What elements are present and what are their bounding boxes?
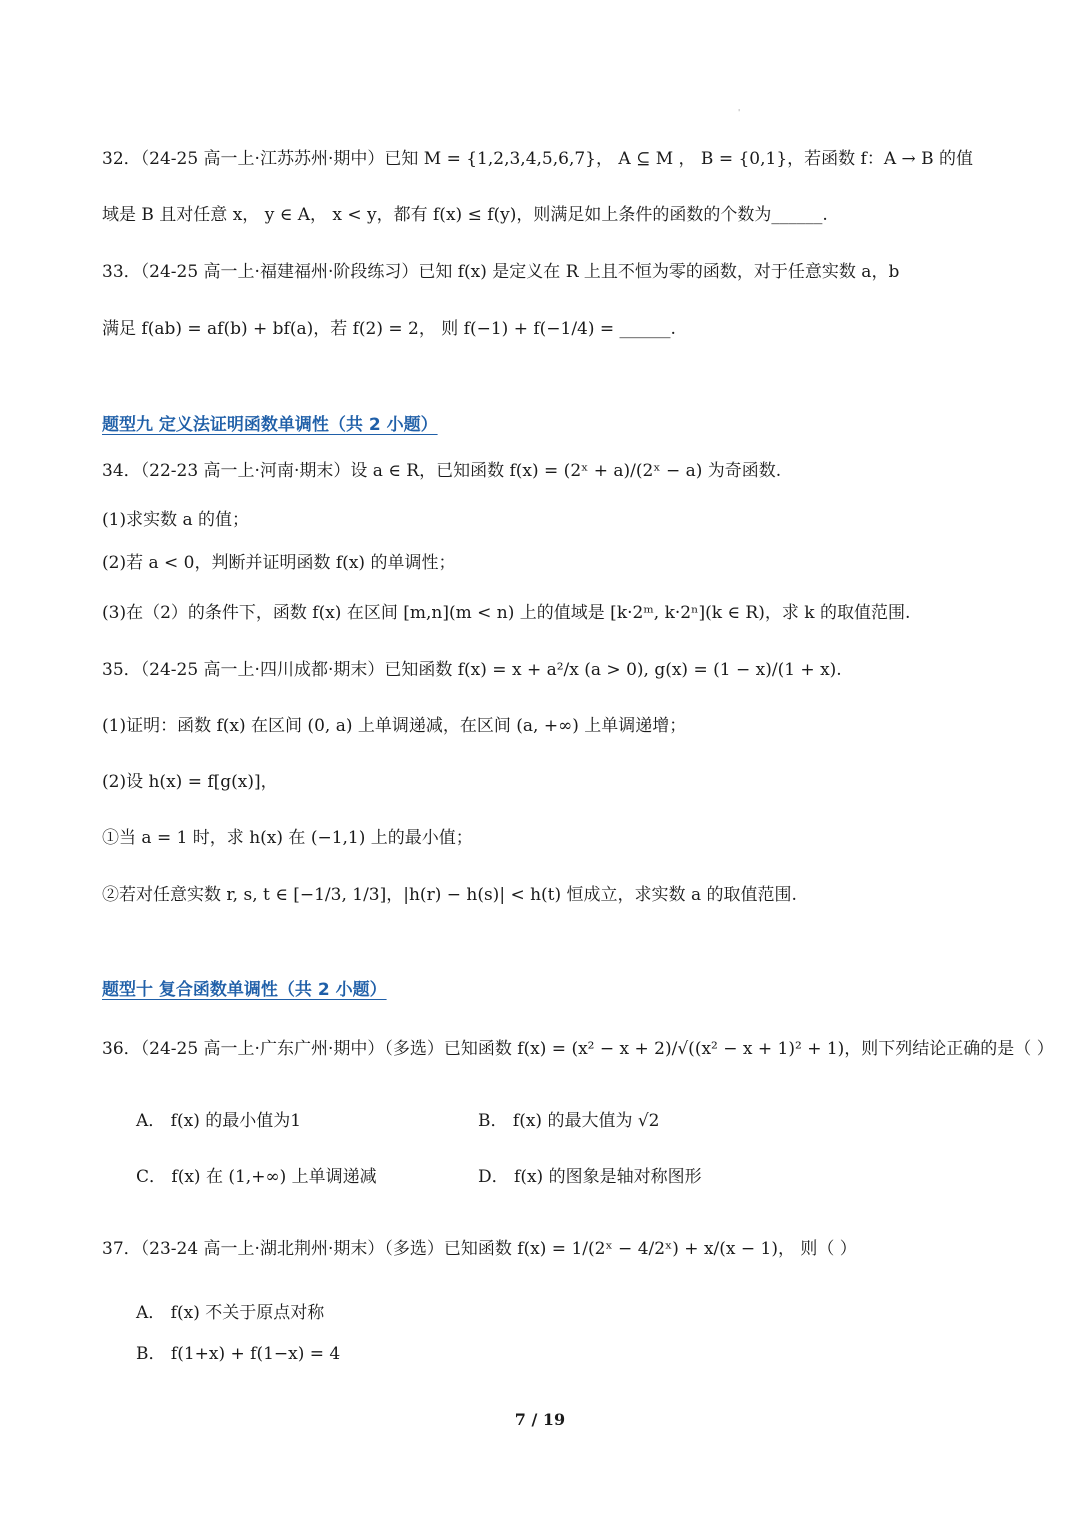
q34-part1: (1)求实数 a 的值； — [102, 510, 250, 530]
q32-line2: 域是 B 且对任意 x， y ∈ A， x < y，都有 f(x) ≤ f(y)，则满足如上条件的函数的个数为______. — [102, 205, 828, 225]
q32-line1: 32．（24-25 高一上·江苏苏州·期中）已知 M = {1,2,3,4,5,6,7}， A ⊆ M ， B = {0,1}，若函数 f：A → B 的值 — [102, 149, 974, 169]
section10-title: 题型十 复合函数单调性（共 2 小题） — [102, 980, 387, 1000]
q35-part1: (1)证明：函数 f(x) 在区间 (0, a) 上单调递减，在区间 (a, +∞) 上单调递增； — [102, 716, 687, 736]
q33-line2: 满足 f(ab) = af(b) + bf(a)，若 f(2) = 2， 则 f(−1) + f(−1/4) = ______. — [102, 319, 676, 339]
q37-option-a: A． f(x) 不关于原点对称 — [136, 1303, 325, 1323]
q36-option-b: B． f(x) 的最大值为 √2 — [478, 1111, 660, 1131]
q36-option-a: A． f(x) 的最小值为1 — [136, 1111, 302, 1131]
q36-option-c: C． f(x) 在 (1,+∞) 上单调递减 — [136, 1167, 377, 1187]
q37-option-b: B． f(1+x) + f(1−x) = 4 — [136, 1344, 341, 1364]
q35-stem: 35．（24-25 高一上·四川成都·期末）已知函数 f(x) = x + a²/x (a > 0), g(x) = (1 − x)/(1 + x). — [102, 660, 842, 680]
section9-title: 题型九 定义法证明函数单调性（共 2 小题） — [102, 415, 438, 435]
q33-line1: 33．（24-25 高一上·福建福州·阶段练习）已知 f(x) 是定义在 R 上且不恒为零的函数，对于任意实数 a，b — [102, 262, 900, 282]
q34-part2: (2)若 a < 0，判断并证明函数 f(x) 的单调性； — [102, 553, 456, 573]
page-number: 7 / 19 — [514, 1410, 566, 1429]
q37-stem: 37．（23-24 高一上·湖北荆州·期末）（多选）已知函数 f(x) = 1/(2ˣ − 4/2ˣ) + x/(x − 1)， 则（ ） — [102, 1239, 857, 1259]
q35-part2b: ②若对任意实数 r, s, t ∈ [−1/3, 1/3]，|h(r) − h(s)| < h(t) 恒成立，求实数 a 的取值范围. — [102, 885, 797, 905]
q34-stem: 34．（22-23 高一上·河南·期末）设 a ∈ R，已知函数 f(x) = (2ˣ + a)/(2ˣ − a) 为奇函数. — [102, 461, 782, 481]
stray-mark: ' — [738, 108, 741, 117]
q36-stem: 36．（24-25 高一上·广东广州·期中）（多选）已知函数 f(x) = (x² − x + 2)/√((x² − x + 1)² + 1)，则下列结论正确的是（ ） — [102, 1039, 1054, 1059]
q35-part2: (2)设 h(x) = f[g(x)]， — [102, 772, 278, 792]
q35-part2a: ①当 a = 1 时，求 h(x) 在 (−1,1) 上的最小值； — [102, 828, 473, 848]
q36-option-d: D． f(x) 的图象是轴对称图形 — [478, 1167, 702, 1187]
q34-part3: (3)在（2）的条件下，函数 f(x) 在区间 [m,n](m < n) 上的值域是 [k·2ᵐ, k·2ⁿ](k ∈ R)，求 k 的取值范围. — [102, 603, 911, 623]
